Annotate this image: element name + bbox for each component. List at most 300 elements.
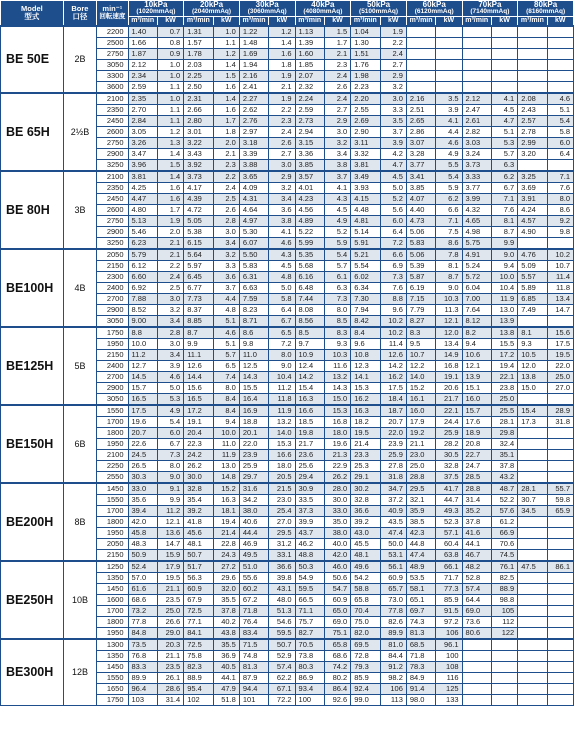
airflow-cell: 8.56 [295, 315, 324, 327]
power-cell [547, 59, 573, 70]
airflow-cell: 30.9 [295, 483, 324, 495]
power-cell: 1.3 [157, 137, 183, 148]
airflow-cell: 84.1 [184, 627, 213, 639]
power-cell: 116 [436, 672, 462, 683]
power-cell: 43.1 [269, 583, 295, 594]
power-cell: 25.5 [491, 405, 517, 417]
airflow-cell: 20.1 [239, 427, 268, 438]
airflow-cell: 3.20 [518, 148, 547, 159]
airflow-cell: 57.0 [128, 572, 157, 583]
power-cell: 4.4 [213, 293, 239, 304]
airflow-cell: 80.3 [295, 661, 324, 672]
airflow-cell: 2.51 [406, 104, 435, 115]
power-cell: 6.7 [491, 182, 517, 193]
airflow-cell: 3.22 [184, 137, 213, 148]
power-cell: 4.5 [380, 171, 406, 183]
speed-cell: 1950 [97, 627, 128, 639]
power-cell: 6.3 [324, 282, 350, 293]
power-cell: 9.4 [213, 416, 239, 427]
airflow-cell: 34.5 [518, 505, 547, 516]
power-cell: 55.7 [547, 483, 573, 495]
power-cell: 2.3 [269, 115, 295, 126]
airflow-cell: 52.8 [462, 572, 491, 583]
power-cell: 14.2 [380, 360, 406, 371]
airflow-cell: 19.1 [184, 416, 213, 427]
airflow-cell: 4.23 [295, 193, 324, 204]
speed-cell: 1250 [97, 561, 128, 573]
airflow-cell: 2.07 [295, 70, 324, 81]
airflow-cell: 16.3 [351, 405, 380, 417]
airflow-cell: 53.5 [406, 572, 435, 583]
airflow-cell: 103 [128, 694, 157, 705]
airflow-cell: 9.3 [518, 338, 547, 349]
airflow-cell: 2.90 [351, 126, 380, 137]
power-cell: 2.1 [213, 148, 239, 159]
airflow-cell: 1.66 [128, 37, 157, 48]
airflow-cell: 2.03 [184, 59, 213, 70]
airflow-cell: 50.9 [128, 549, 157, 561]
airflow-cell: 14.2 [295, 371, 324, 382]
airflow-cell: 4.81 [351, 215, 380, 226]
airflow-cell: 48.1 [184, 538, 213, 549]
power-cell [436, 81, 462, 93]
power-cell: 52.2 [491, 494, 517, 505]
power-cell: 5.2 [380, 193, 406, 204]
airflow-cell: 4.07 [406, 193, 435, 204]
power-cell: 84.4 [380, 650, 406, 661]
power-cell: 10.2 [547, 249, 573, 261]
power-cell: 57.6 [491, 505, 517, 516]
speed-cell: 2100 [97, 93, 128, 105]
power-cell: 13.6 [157, 527, 183, 538]
power-cell: 100 [436, 650, 462, 661]
airflow-cell: 18.5 [295, 416, 324, 427]
airflow-cell: 3.33 [462, 171, 491, 183]
airflow-cell: 21.4 [351, 438, 380, 449]
power-cell: 1.6 [157, 193, 183, 204]
airflow-cell [518, 460, 547, 471]
table-row [1, 561, 574, 573]
airflow-cell: 81.3 [406, 627, 435, 639]
power-cell: 20.7 [380, 416, 406, 427]
airflow-cell: 41.6 [462, 527, 491, 538]
table-header [1, 1, 574, 26]
power-cell: 9.0 [436, 282, 462, 293]
airflow-cell: 4.32 [462, 204, 491, 215]
airflow-cell: 3.57 [295, 171, 324, 183]
power-cell: 8.1 [436, 260, 462, 271]
power-cell: 1.1 [157, 115, 183, 126]
power-cell: 60.9 [380, 572, 406, 583]
airflow-cell: 39.2 [351, 516, 380, 527]
power-cell: 26.2 [324, 471, 350, 483]
power-cell: 7.1 [547, 171, 573, 183]
airflow-cell: 6.15 [184, 237, 213, 249]
power-cell: 4.1 [491, 93, 517, 105]
power-cell: 113 [380, 694, 406, 705]
airflow-cell: 25.9 [239, 460, 268, 471]
power-cell [547, 694, 573, 705]
airflow-cell: 25.0 [406, 460, 435, 471]
airflow-cell: 13.8 [518, 371, 547, 382]
power-cell: 15.6 [547, 327, 573, 339]
model-cell: BE250H [1, 561, 64, 639]
airflow-cell [518, 48, 547, 59]
airflow-cell: 2.76 [239, 115, 268, 126]
airflow-cell [462, 26, 491, 38]
power-cell: 8.8 [380, 293, 406, 304]
power-cell: 1.1 [157, 104, 183, 115]
airflow-cell: 2.66 [184, 104, 213, 115]
speed-cell: 2900 [97, 148, 128, 159]
airflow-cell: 38.5 [406, 516, 435, 527]
power-cell: 13.4 [547, 293, 573, 304]
airflow-cell [518, 81, 547, 93]
power-cell: 2.9 [324, 115, 350, 126]
airflow-cell: 2.20 [351, 93, 380, 105]
airflow-cell [462, 37, 491, 48]
power-cell: 12.6 [380, 349, 406, 360]
airflow-cell: 73.5 [128, 639, 157, 651]
power-cell: 1.9 [269, 93, 295, 105]
power-cell: 3.4 [157, 315, 183, 327]
power-cell: 82.6 [380, 616, 406, 627]
airflow-cell: 23.6 [295, 449, 324, 460]
power-cell: 4.6 [213, 327, 239, 339]
speed-cell: 2300 [97, 271, 128, 282]
power-cell: 2.1 [324, 48, 350, 59]
speed-cell: 3050 [97, 59, 128, 70]
airflow-cell: 75.7 [295, 616, 324, 627]
airflow-cell: 52.4 [128, 561, 157, 573]
speed-cell: 2050 [97, 538, 128, 549]
airflow-cell: 2.62 [239, 104, 268, 115]
power-cell: 47.4 [380, 527, 406, 538]
power-cell: 66.9 [491, 527, 517, 538]
power-cell: 48.7 [491, 483, 517, 495]
power-cell: 13.9 [491, 315, 517, 327]
power-cell: 16.6 [269, 449, 295, 460]
power-cell: 22.0 [547, 360, 573, 371]
power-cell [491, 661, 517, 672]
power-cell: 11.4 [547, 271, 573, 282]
airflow-cell: 2.78 [518, 126, 547, 137]
power-cell: 14.7 [157, 538, 183, 549]
airflow-cell: 15.1 [462, 382, 491, 393]
power-cell: 37.2 [380, 494, 406, 505]
airflow-cell: 39.4 [128, 505, 157, 516]
airflow-cell: 50.3 [295, 561, 324, 573]
airflow-cell: 1.48 [239, 37, 268, 48]
power-cell: 21.5 [269, 483, 295, 495]
airflow-cell: 1.39 [295, 37, 324, 48]
airflow-cell: 3.49 [351, 171, 380, 183]
airflow-cell: 15.7 [462, 405, 491, 417]
power-cell: 18.0 [269, 460, 295, 471]
pressure-header-20kpa: 20kPa (2040mmAq) [184, 1, 240, 17]
power-cell: 3.5 [380, 115, 406, 126]
power-cell: 1.2 [269, 26, 295, 38]
airflow-cell: 84.8 [128, 627, 157, 639]
speed-cell: 2050 [97, 249, 128, 261]
power-cell: 6.4 [269, 304, 295, 315]
power-cell: 32.8 [436, 460, 462, 471]
power-cell [547, 627, 573, 639]
airflow-cell: 3.24 [462, 148, 491, 159]
power-cell: 34.7 [380, 483, 406, 495]
power-cell: 62.2 [269, 672, 295, 683]
airflow-cell: 12.7 [128, 360, 157, 371]
power-cell [547, 683, 573, 694]
airflow-cell: 5.46 [128, 226, 157, 237]
airflow-cell: 1.30 [351, 37, 380, 48]
airflow-cell: 5.14 [351, 226, 380, 237]
airflow-cell: 4.73 [406, 215, 435, 226]
airflow-cell: 71.5 [239, 639, 268, 651]
power-cell: 67.1 [269, 683, 295, 694]
power-cell: 9.9 [157, 494, 183, 505]
airflow-cell [518, 237, 547, 249]
airflow-cell [406, 70, 435, 81]
airflow-cell: 4.39 [184, 193, 213, 204]
power-cell: 15.5 [491, 338, 517, 349]
power-cell: 22.8 [213, 538, 239, 549]
power-cell [547, 527, 573, 538]
power-cell [547, 605, 573, 616]
power-cell: 50.7 [269, 639, 295, 651]
airflow-cell: 84.9 [406, 672, 435, 683]
airflow-cell: 2.73 [295, 115, 324, 126]
airflow-cell: 5.30 [239, 226, 268, 237]
speed-cell: 2450 [97, 193, 128, 204]
power-cell: 1.2 [157, 126, 183, 137]
airflow-cell: 4.80 [128, 204, 157, 215]
airflow-cell: 5.50 [239, 249, 268, 261]
airflow-cell: 75.8 [184, 650, 213, 661]
airflow-cell: 20.7 [128, 427, 157, 438]
power-cell: 12.1 [436, 315, 462, 327]
airflow-cell: 32.8 [351, 494, 380, 505]
airflow-cell: 5.72 [462, 271, 491, 282]
airflow-cell: 30.3 [128, 471, 157, 483]
airflow-cell: 6.45 [184, 271, 213, 282]
airflow-cell: 16.3 [295, 393, 324, 405]
power-cell: 4.1 [324, 182, 350, 193]
power-cell: 5.5 [436, 159, 462, 171]
airflow-cell [518, 159, 547, 171]
airflow-cell: 5.87 [406, 271, 435, 282]
power-cell: 17.5 [547, 338, 573, 349]
airflow-cell: 81.3 [239, 661, 268, 672]
airflow-cell: 17.2 [184, 405, 213, 417]
bore-cell: 6B [63, 405, 96, 483]
power-cell: 1.2 [213, 48, 239, 59]
power-cell: 70.6 [491, 538, 517, 549]
airflow-cell: 8.08 [295, 304, 324, 315]
airflow-cell: 46.9 [239, 538, 268, 549]
power-cell: 9.0 [269, 360, 295, 371]
power-cell: 65.7 [380, 583, 406, 594]
power-cell: 60.4 [436, 538, 462, 549]
power-cell: 86.4 [324, 683, 350, 694]
airflow-cell: 7.44 [295, 293, 324, 304]
airflow-cell: 37.3 [295, 505, 324, 516]
power-cell: 76.1 [491, 561, 517, 573]
power-cell: 11.9 [269, 405, 295, 417]
power-cell: 65.8 [324, 639, 350, 651]
airflow-cell: 4.65 [462, 215, 491, 226]
speed-cell: 2750 [97, 215, 128, 226]
speed-cell: 1800 [97, 427, 128, 438]
airflow-cell: 66.5 [295, 594, 324, 605]
power-cell [547, 427, 573, 438]
power-cell: 1.7 [157, 204, 183, 215]
bore-cell: 4B [63, 249, 96, 327]
airflow-cell: 1.60 [295, 48, 324, 59]
power-cell: 72.2 [269, 694, 295, 705]
power-cell: 4.1 [436, 115, 462, 126]
airflow-cell: 3.15 [295, 137, 324, 148]
unit-q: m³/min [351, 16, 380, 26]
power-cell: 21.3 [324, 449, 350, 460]
power-cell: 35.5 [213, 639, 239, 651]
power-cell: 7.6 [491, 204, 517, 215]
airflow-cell: 42.0 [128, 516, 157, 527]
power-cell [547, 237, 573, 249]
airflow-cell: 2.99 [518, 137, 547, 148]
power-cell: 2.3 [213, 159, 239, 171]
airflow-cell [518, 627, 547, 639]
unit-kw: kW [324, 16, 350, 26]
airflow-cell [518, 694, 547, 705]
airflow-cell: 4.72 [184, 204, 213, 215]
airflow-cell: 2.65 [406, 115, 435, 126]
power-cell: 9.9 [491, 237, 517, 249]
airflow-cell: 5.22 [295, 226, 324, 237]
airflow-cell: 67.9 [184, 594, 213, 605]
power-cell: 27.0 [547, 382, 573, 393]
power-cell: 8.6 [547, 204, 573, 215]
airflow-cell: 8.23 [239, 304, 268, 315]
pressure-header-10kpa: 10kPa (1020mmAq) [128, 1, 184, 17]
unit-kw: kW [157, 16, 183, 26]
airflow-cell: 4.98 [462, 226, 491, 237]
airflow-cell: 82.7 [295, 627, 324, 639]
power-cell: 2.0 [213, 137, 239, 148]
airflow-cell [406, 81, 435, 93]
power-cell: 122 [491, 627, 517, 639]
airflow-cell [462, 661, 491, 672]
airflow-cell: 2.82 [462, 126, 491, 137]
airflow-cell [518, 683, 547, 694]
airflow-cell [518, 538, 547, 549]
airflow-cell: 21.7 [295, 438, 324, 449]
airflow-cell: 9.6 [351, 338, 380, 349]
airflow-cell: 10.8 [351, 349, 380, 360]
airflow-cell: 67.2 [239, 594, 268, 605]
airflow-cell: 34.2 [239, 494, 268, 505]
power-cell: 10.4 [269, 371, 295, 382]
airflow-cell: 36.6 [351, 505, 380, 516]
power-cell: 35.5 [213, 594, 239, 605]
power-cell: 4.4 [436, 126, 462, 137]
power-cell: 22.9 [324, 460, 350, 471]
power-cell: 28.2 [436, 438, 462, 449]
speed-cell: 1350 [97, 650, 128, 661]
airflow-cell: 18.2 [351, 416, 380, 427]
airflow-cell: 7.88 [128, 293, 157, 304]
power-cell: 5.1 [213, 315, 239, 327]
speed-cell: 2150 [97, 260, 128, 271]
airflow-cell: 83.4 [239, 627, 268, 639]
power-cell: 5.3 [157, 393, 183, 405]
power-cell: 11.4 [380, 338, 406, 349]
bore-cell: 8B [63, 483, 96, 561]
power-cell: 3.6 [213, 271, 239, 282]
power-cell [547, 26, 573, 38]
airflow-cell: 1.69 [239, 48, 268, 59]
airflow-cell [518, 672, 547, 683]
airflow-cell: 32.1 [406, 494, 435, 505]
speed-cell: 2700 [97, 371, 128, 382]
table-row [1, 483, 574, 495]
power-cell: 50.6 [324, 572, 350, 583]
speed-cell: 1750 [97, 327, 128, 339]
power-cell: 92.6 [324, 694, 350, 705]
airflow-cell: 14.0 [406, 371, 435, 382]
speed-cell: 2750 [97, 48, 128, 59]
airflow-cell: 5.35 [295, 249, 324, 261]
speed-cell: 2100 [97, 449, 128, 460]
airflow-cell: 76.8 [128, 650, 157, 661]
airflow-cell [518, 661, 547, 672]
power-cell: 36.9 [213, 650, 239, 661]
airflow-cell: 65.1 [406, 594, 435, 605]
airflow-cell [518, 59, 547, 70]
airflow-cell: 5.79 [128, 249, 157, 261]
airflow-cell: 69.5 [351, 639, 380, 651]
power-cell: 81.0 [380, 639, 406, 651]
speed-cell: 1550 [97, 672, 128, 683]
power-cell: 2.2 [269, 104, 295, 115]
airflow-cell: 16.5 [184, 393, 213, 405]
airflow-cell: 35.2 [462, 505, 491, 516]
power-cell: 5.4 [157, 416, 183, 427]
speed-cell: 2250 [97, 460, 128, 471]
airflow-cell: 2.55 [351, 104, 380, 115]
airflow-cell: 19.5 [351, 427, 380, 438]
power-cell: 1.4 [213, 93, 239, 105]
airflow-cell: 2.97 [239, 126, 268, 137]
airflow-cell: 23.0 [406, 449, 435, 460]
airflow-cell: 48.3 [128, 538, 157, 549]
airflow-cell: 10.7 [406, 349, 435, 360]
power-cell: 11.9 [491, 293, 517, 304]
power-cell: 1.7 [324, 37, 350, 48]
airflow-cell: 2.41 [239, 81, 268, 93]
table-row [1, 405, 574, 417]
speed-cell: 2700 [97, 293, 128, 304]
airflow-cell: 4.90 [518, 226, 547, 237]
airflow-cell: 29.5 [406, 483, 435, 495]
airflow-cell: 44.8 [406, 538, 435, 549]
power-cell: 4.8 [269, 271, 295, 282]
airflow-cell: 71.8 [406, 650, 435, 661]
airflow-cell: 29.1 [351, 471, 380, 483]
power-cell: 2.6 [324, 81, 350, 93]
airflow-cell: 43.7 [295, 527, 324, 538]
power-cell: 28.9 [547, 405, 573, 417]
